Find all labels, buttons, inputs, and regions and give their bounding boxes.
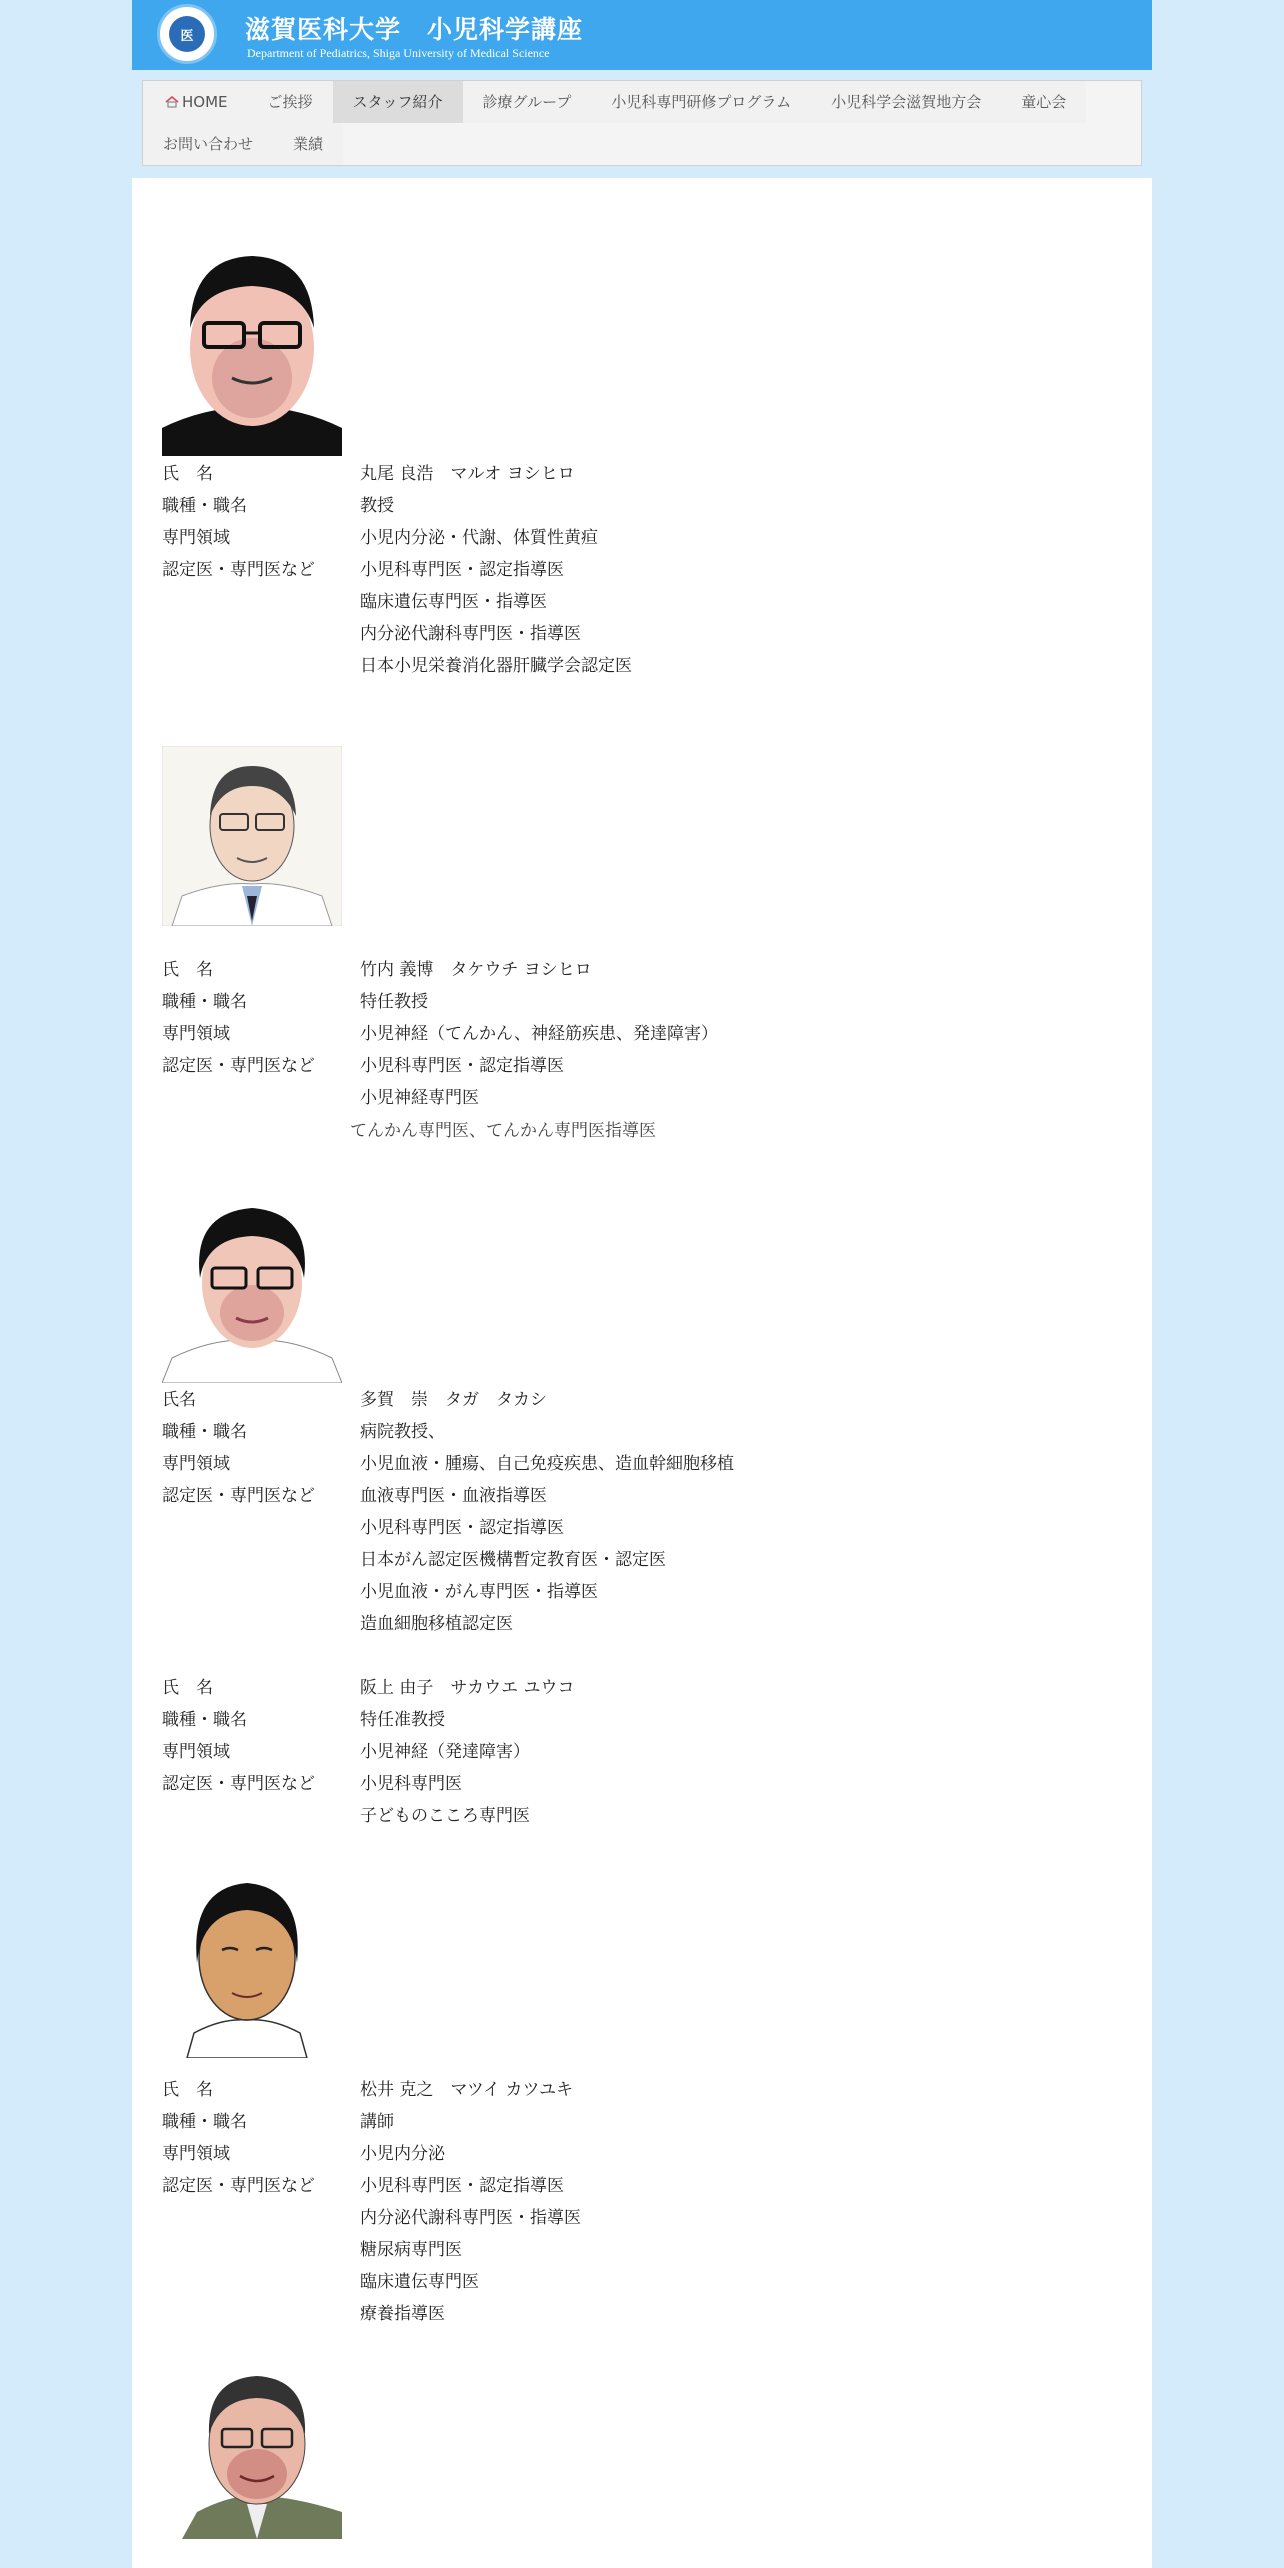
label-certifications: 認定医・専門医など [162, 2176, 315, 2196]
value-certification: 内分泌代謝科専門医・指導医 [360, 624, 581, 644]
site-title[interactable]: 滋賀医科大学 小児科学講座 [245, 15, 584, 44]
label-title: 職種・職名 [162, 1710, 247, 1730]
staff-profile-matsui [162, 2074, 581, 2330]
value-name: 松井 克之 マツイ カツユキ [360, 2080, 574, 2100]
label-specialty: 専門領域 [162, 1742, 230, 1762]
value-name: 竹内 義博 タケウチ ヨシヒロ [360, 960, 592, 980]
value-certification: 小児科専門医 [360, 1774, 462, 1794]
page [132, 0, 1152, 2568]
nav-row-2 [143, 123, 1141, 165]
value-certification: 療養指導医 [360, 2304, 445, 2324]
site-header [132, 0, 1152, 70]
staff-content [132, 178, 1152, 2568]
label-specialty: 専門領域 [162, 2144, 230, 2164]
label-title: 職種・職名 [162, 496, 247, 516]
label-name: 氏 名 [162, 464, 213, 484]
staff-portrait-takeuchi [162, 746, 342, 926]
nav-item-staff[interactable]: スタッフ紹介 [333, 81, 463, 123]
home-icon [165, 96, 179, 108]
value-certification: 小児科専門医・認定指導医 [360, 1518, 564, 1538]
logo-mark: 医 [169, 16, 205, 52]
staff-portrait-6 [162, 2354, 342, 2539]
value-certification: 臨床遺伝専門医 [360, 2272, 479, 2292]
label-specialty: 専門領域 [162, 1454, 230, 1474]
label-name: 氏 名 [162, 2080, 213, 2100]
label-certifications: 認定医・専門医など [162, 1774, 315, 1794]
value-specialty: 小児血液・腫瘍、自己免疫疾患、造血幹細胞移植 [360, 1454, 734, 1474]
staff-profile-maruo [162, 458, 632, 682]
value-specialty: 小児内分泌 [360, 2144, 445, 2164]
staff-portrait-taga [162, 1188, 342, 1383]
value-specialty: 小児神経（てんかん、神経筋疾患、発達障害） [360, 1024, 719, 1044]
value-certification: 小児科専門医・認定指導医 [360, 2176, 564, 2196]
label-title: 職種・職名 [162, 992, 247, 1012]
nav-item-training-program[interactable]: 小児科専門研修プログラム [591, 81, 811, 123]
label-certifications: 認定医・専門医など [162, 1486, 315, 1506]
nav-item-achievements[interactable]: 業績 [273, 123, 343, 165]
label-title: 職種・職名 [162, 2112, 247, 2132]
value-certification: 小児科専門医・認定指導医 [360, 560, 564, 580]
value-specialty: 小児神経（発達障害） [360, 1742, 530, 1762]
value-title: 病院教授、 [360, 1422, 445, 1442]
value-certification: 造血細胞移植認定医 [360, 1614, 513, 1634]
value-certification: 内分泌代謝科専門医・指導医 [360, 2208, 581, 2228]
staff-profile-taga [162, 1384, 734, 1640]
nav-item-clinical-groups[interactable]: 診療グループ [463, 81, 592, 123]
main-nav [142, 80, 1142, 166]
nav-row-1 [143, 81, 1141, 123]
nav-item-doshinkai[interactable]: 童心会 [1001, 81, 1086, 123]
label-certifications: 認定医・専門医など [162, 1056, 315, 1076]
label-specialty: 専門領域 [162, 1024, 230, 1044]
staff-portrait-matsui [182, 1868, 312, 2058]
value-name: 丸尾 良浩 マルオ ヨシヒロ [360, 464, 575, 484]
staff-profile-takeuchi [162, 954, 718, 1114]
value-name: 阪上 由子 サカウエ ユウコ [360, 1678, 575, 1698]
value-title: 特任教授 [360, 992, 428, 1012]
label-name: 氏 名 [162, 960, 213, 980]
value-title: 教授 [360, 496, 394, 516]
nav-item-contact[interactable]: お問い合わせ [143, 123, 273, 165]
value-title: 講師 [360, 2112, 394, 2132]
label-certifications: 認定医・専門医など [162, 560, 315, 580]
value-certification: 日本がん認定医機構暫定教育医・認定医 [360, 1550, 666, 1570]
label-name: 氏 名 [162, 1678, 213, 1698]
value-name: 多賀 崇 タガ タカシ [360, 1390, 547, 1410]
nav-item-home[interactable] [143, 81, 248, 123]
site-subtitle: Department of Pediatrics, Shiga University of Medical Science [247, 46, 550, 60]
value-certification: 小児科専門医・認定指導医 [360, 1056, 564, 1076]
nav-label-home: HOME [182, 93, 228, 111]
nav-item-regional-society[interactable]: 小児科学会滋賀地方会 [811, 81, 1001, 123]
value-specialty: 小児内分泌・代謝、体質性黄疸 [360, 528, 598, 548]
nav-item-greeting[interactable]: ご挨拶 [248, 81, 333, 123]
value-epilepsy-certification: てんかん専門医、てんかん専門医指導医 [350, 1121, 656, 1141]
value-certification: 血液専門医・血液指導医 [360, 1486, 547, 1506]
label-title: 職種・職名 [162, 1422, 247, 1442]
value-certification: 子どものこころ専門医 [360, 1806, 530, 1826]
value-certification: 小児血液・がん専門医・指導医 [360, 1582, 598, 1602]
value-certification: 臨床遺伝専門医・指導医 [360, 592, 547, 612]
staff-profile-sakaue [162, 1672, 574, 1832]
value-certification: 糖尿病専門医 [360, 2240, 462, 2260]
label-specialty: 専門領域 [162, 528, 230, 548]
value-certification: 日本小児栄養消化器肝臓学会認定医 [360, 656, 632, 676]
value-certification: 小児神経専門医 [360, 1088, 479, 1108]
university-logo[interactable] [157, 4, 217, 64]
label-name: 氏名 [162, 1390, 196, 1410]
value-title: 特任准教授 [360, 1710, 445, 1730]
staff-portrait-maruo [162, 228, 342, 456]
